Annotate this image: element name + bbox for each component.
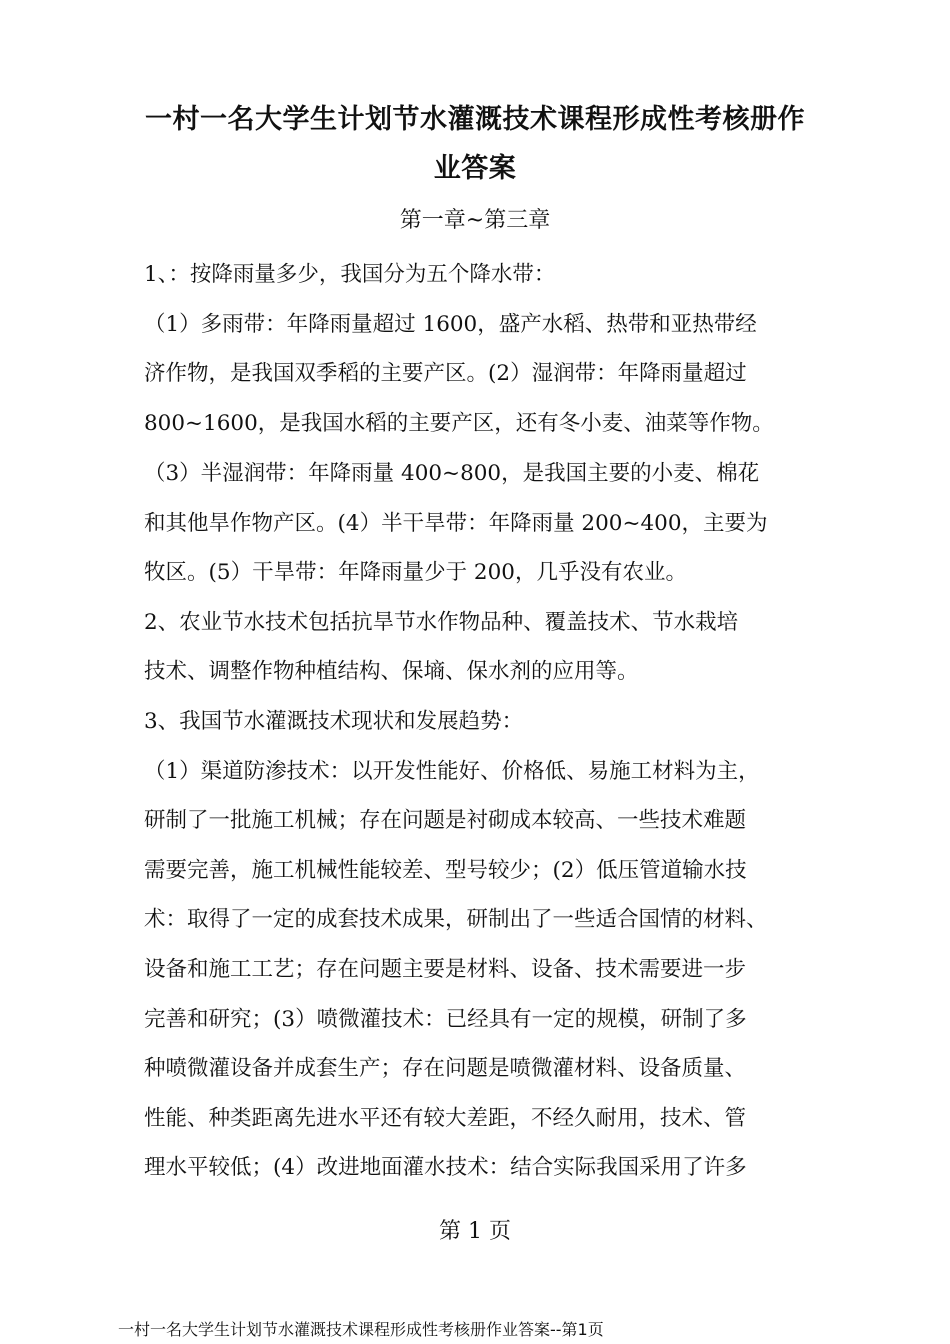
text-line: 牧区。(5）干旱带：年降雨量少于 200，几乎没有农业。	[144, 560, 687, 585]
text-line: 1、：按降雨量多少，我国分为五个降水带：	[144, 262, 556, 287]
page-number: 第 1 页	[439, 1219, 511, 1244]
page-footer: 一村一名大学生计划节水灌溉技术课程形成性考核册作业答案--第1页	[118, 1320, 604, 1339]
text-line: 技术、调整作物种植结构、保墒、保水剂的应用等。	[144, 659, 639, 684]
text-line: 研制了一批施工机械；存在问题是衬砌成本较高、一些技术难题	[144, 808, 747, 833]
text-line: 2、农业节水技术包括抗旱节水作物品种、覆盖技术、节水栽培	[144, 610, 739, 635]
text-line: 和其他旱作物产区。(4）半干旱带：年降雨量 200~400，主要为	[144, 511, 768, 536]
text-line: （3）半湿润带：年降雨量 400~800，是我国主要的小麦、棉花	[144, 461, 760, 486]
text-line: （1）多雨带：年降雨量超过 1600，盛产水稻、热带和亚热带经	[144, 312, 757, 337]
text-line: 800~1600，是我国水稻的主要产区，还有冬小麦、油菜等作物。	[144, 411, 774, 436]
text-line: 3、我国节水灌溉技术现状和发展趋势：	[144, 709, 524, 734]
text-line: 术：取得了一定的成套技术成果，研制出了一些适合国情的材料、	[144, 907, 768, 932]
text-line: 性能、种类距离先进水平还有较大差距，不经久耐用，技术、管	[144, 1106, 747, 1131]
text-line: （1）渠道防渗技术：以开发性能好、价格低、易施工材料为主，	[144, 759, 760, 784]
text-line: 种喷微灌设备并成套生产；存在问题是喷微灌材料、设备质量、	[144, 1056, 747, 1081]
text-line: 需要完善，施工机械性能较差、型号较少；(2）低压管道输水技	[144, 858, 747, 883]
text-line: 设备和施工工艺；存在问题主要是材料、设备、技术需要进一步	[144, 957, 747, 982]
document-title-line-1: 一村一名大学生计划节水灌溉技术课程形成性考核册作	[145, 104, 805, 135]
text-line: 理水平较低；(4）改进地面灌水技术：结合实际我国采用了许多	[144, 1155, 747, 1180]
text-line: 济作物，是我国双季稻的主要产区。(2）湿润带：年降雨量超过	[144, 361, 747, 386]
chapter-heading: 第一章~第三章	[399, 208, 551, 233]
document-title-line-2: 业答案	[433, 153, 517, 184]
text-line: 完善和研究；(3）喷微灌技术：已经具有一定的规模，研制了多	[144, 1007, 747, 1032]
